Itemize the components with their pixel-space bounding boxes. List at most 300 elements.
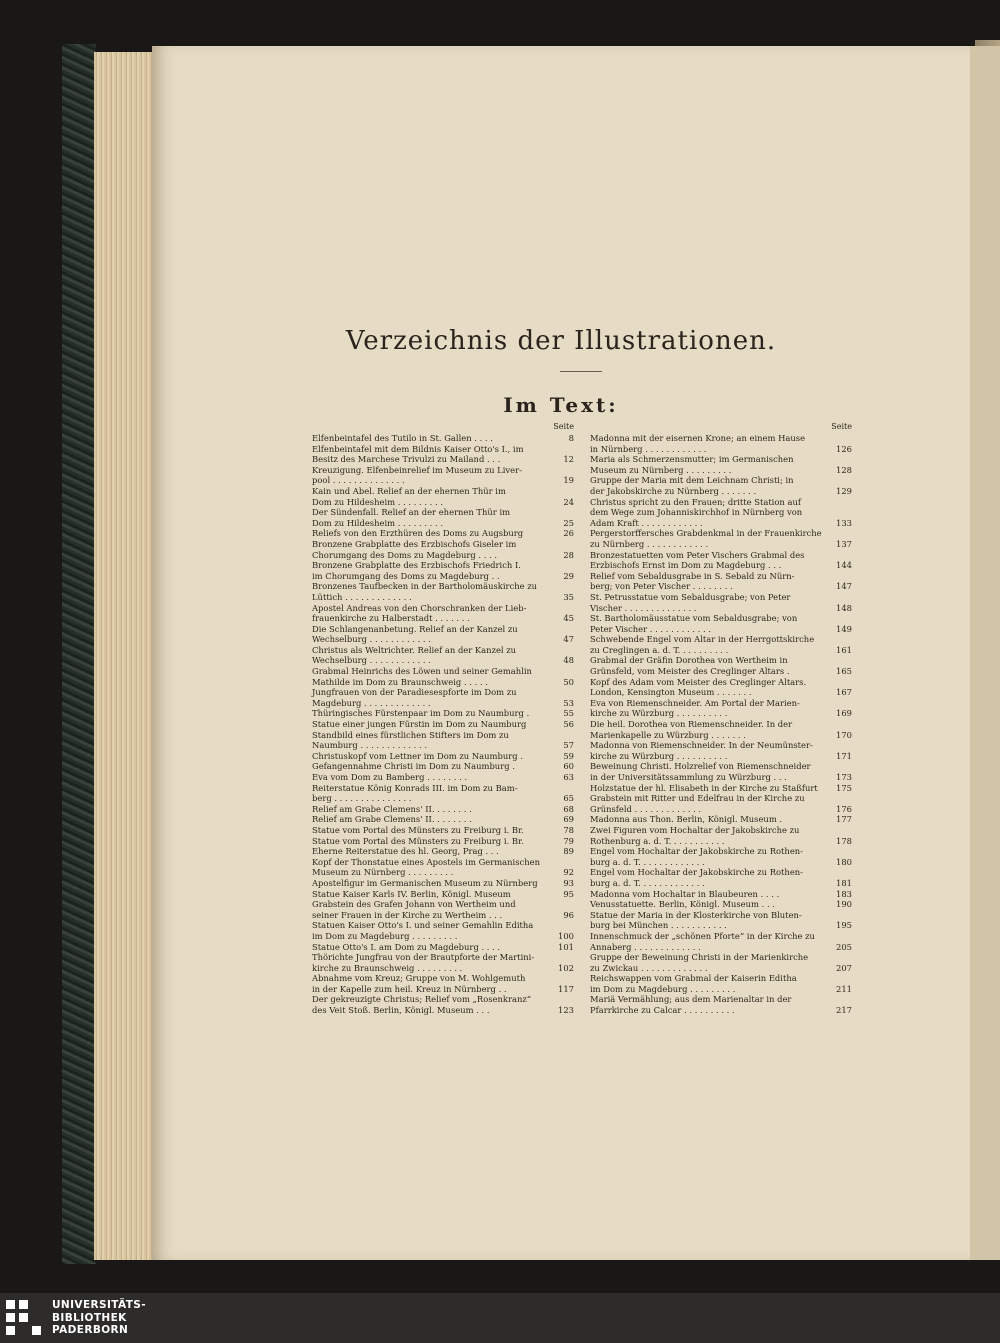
entry-title: Museum zu Nürnberg . . . . . . . . . xyxy=(590,464,732,475)
index-entry xyxy=(312,994,574,1005)
entry-title: Chorumgang des Doms zu Magdeburg . . . . xyxy=(312,549,498,560)
index-entry xyxy=(590,687,852,698)
index-entry xyxy=(590,528,852,539)
entry-title: Reiterstatue König Konrads III. im Dom zu Bam- xyxy=(312,782,518,793)
index-entry xyxy=(590,994,852,1005)
entry-page-number: 161 xyxy=(836,644,852,655)
entry-title: Engel vom Hochaltar der Jakobskirche zu Rothen- xyxy=(590,846,803,857)
entry-title: Elfenbeintafel mit dem Bildnis Kaiser Otto's I., im xyxy=(312,443,524,454)
entry-title: Dom zu Hildesheim . . . . . . . . . xyxy=(312,496,443,507)
entry-title: Dom zu Hildesheim . . . . . . . . . xyxy=(312,517,443,528)
entry-title: Jungfrauen von der Paradiesespforte im Dom zu xyxy=(312,687,517,698)
index-entry xyxy=(590,730,852,741)
entry-title: frauenkirche zu Halberstadt . . . . . . . xyxy=(312,613,470,624)
book-spine xyxy=(62,44,96,1264)
entry-title: Zwei Figuren vom Hochaltar der Jakobskirche zu xyxy=(590,824,800,835)
index-entry xyxy=(312,825,574,836)
entry-page-number: 19 xyxy=(563,475,574,486)
index-entry xyxy=(312,730,574,741)
entry-title: Eherne Reiterstatue des hl. Georg, Prag . . . xyxy=(312,846,499,857)
entry-title: Bronzenes Taufbecken in der Bartholomäuskirche zu xyxy=(312,581,538,592)
entry-title: Standbild eines fürstlichen Stifters im Dom zu xyxy=(312,729,509,740)
index-entry xyxy=(590,433,852,444)
entry-title: Statue vom Portal des Münsters zu Freiburg i. Br. xyxy=(312,824,524,835)
entry-title: Reichswappen vom Grabmal der Kaiserin Editha xyxy=(590,973,797,984)
index-entry xyxy=(590,910,852,921)
index-entry xyxy=(590,613,852,624)
entry-page-number: 171 xyxy=(836,750,852,761)
index-entry xyxy=(590,581,852,592)
entry-page-number: 47 xyxy=(563,634,574,645)
entry-title: Beweinung Christi. Holzrelief von Riemenschneider xyxy=(590,761,811,772)
entry-title: Bronzestatuetten vom Peter Vischers Grabmal des xyxy=(590,549,805,560)
index-entry xyxy=(590,465,852,476)
index-entry xyxy=(590,867,852,878)
entry-title: Thüringisches Fürstenpaar im Dom zu Naumburg . xyxy=(312,708,530,719)
index-entry xyxy=(312,518,574,529)
entry-title: Eva vom Dom zu Bamberg . . . . . . . . xyxy=(312,772,468,782)
index-entry xyxy=(312,889,574,900)
index-entry xyxy=(590,857,852,868)
entry-title: burg a. d. T. . . . . . . . . . . . . xyxy=(590,877,705,888)
entry-title: Statue Kaiser Karls IV. Berlin, Königl. Museum xyxy=(312,888,511,899)
entry-title: Apostelfigur im Germanischen Museum zu Nürnberg xyxy=(312,877,538,888)
entry-title: Gruppe der Maria mit dem Leichnam Christi; in xyxy=(590,475,794,486)
index-entry xyxy=(590,846,852,857)
entry-title: in der Kapelle zum heil. Kreuz in Nürnberg . . xyxy=(312,983,507,994)
index-entry xyxy=(312,539,574,550)
entry-page-number: 12 xyxy=(563,454,574,465)
entry-title: Die Schlangenanbetung. Relief an der Kanzel zu xyxy=(312,623,518,634)
entry-page-number: 56 xyxy=(563,719,574,730)
index-entry xyxy=(312,560,574,571)
entry-page-number: 117 xyxy=(558,983,574,994)
index-entry xyxy=(590,836,852,847)
entry-title: Erzbischofs Ernst im Dom zu Magdeburg . . . xyxy=(590,560,782,571)
entry-page-number: 217 xyxy=(836,1005,852,1016)
page-title: Verzeichnis der Illustrationen. xyxy=(345,326,777,356)
entry-title: Statue vom Portal des Münsters zu Freiburg i. Br. xyxy=(312,835,524,846)
index-entry xyxy=(590,592,852,603)
entry-title: Annaberg . . . . . . . . . . . . . xyxy=(590,941,701,952)
entry-page-number: 95 xyxy=(563,888,574,899)
entry-title: Magdeburg . . . . . . . . . . . . . xyxy=(312,697,431,708)
entry-page-number: 60 xyxy=(563,761,574,772)
index-entry xyxy=(590,719,852,730)
entry-title: Kopf der Thonstatue eines Apostels im Germanischen xyxy=(312,856,540,867)
entry-title: Christus als Weltrichter. Relief an der Kanzel zu xyxy=(312,644,517,655)
entry-title: Der gekreuzigte Christus; Relief vom „Rosenkranz“ xyxy=(312,994,532,1005)
entry-title: im Dom zu Magdeburg . . . . . . . . . xyxy=(312,930,458,941)
index-entry xyxy=(312,581,574,592)
index-entry xyxy=(312,942,574,953)
entry-page-number: 53 xyxy=(563,697,574,708)
entry-title: Mathilde im Dom zu Braunschweig . . . . . xyxy=(312,676,488,687)
index-entry xyxy=(312,984,574,995)
entry-page-number: 144 xyxy=(836,560,852,571)
entry-title: Eva von Riemenschneider. Am Portal der Marien- xyxy=(590,697,800,708)
index-entry xyxy=(590,571,852,582)
index-entry xyxy=(312,793,574,804)
entry-title: Besitz des Marchese Trivulzi zu Mailand . . . xyxy=(312,454,501,465)
entry-title: Wechselburg . . . . . . . . . . . . xyxy=(312,655,431,666)
index-entry xyxy=(312,550,574,561)
entry-page-number: 26 xyxy=(563,528,574,539)
index-entry xyxy=(590,931,852,942)
index-entry xyxy=(312,528,574,539)
index-entry xyxy=(312,857,574,868)
entry-page-number: 169 xyxy=(836,708,852,719)
index-entry xyxy=(590,973,852,984)
entry-page-number: 211 xyxy=(836,983,852,994)
entry-page-number: 78 xyxy=(563,824,574,835)
entry-title: Madonna von Riemenschneider. In der Neumünster- xyxy=(590,740,813,751)
entry-title: Thörichte Jungfrau von der Brautpforte der Martini- xyxy=(312,952,535,963)
entry-page-number: 101 xyxy=(558,941,574,952)
index-entry xyxy=(590,899,852,910)
entry-page-number: 180 xyxy=(836,856,852,867)
page-col-header: Seite xyxy=(553,422,574,431)
index-entry xyxy=(590,751,852,762)
entry-title: berg; von Peter Vischer . . . . . . . . xyxy=(590,581,733,592)
entry-title: zu Zwickau . . . . . . . . . . . . . xyxy=(590,962,708,973)
index-entry xyxy=(590,825,852,836)
entry-page-number: 100 xyxy=(558,930,574,941)
index-entry xyxy=(312,931,574,942)
entry-title: Statue Otto's I. am Dom zu Magdeburg . . . . xyxy=(312,941,501,952)
index-entry xyxy=(312,454,574,465)
entry-page-number: 175 xyxy=(836,782,852,793)
entry-title: Statuen Kaiser Otto's I. und seiner Gemahlin Editha xyxy=(312,920,534,931)
entry-title: des Veit Stoß. Berlin, Königl. Museum . . . xyxy=(312,1005,490,1016)
index-entry xyxy=(312,613,574,624)
entry-page-number: 55 xyxy=(563,708,574,719)
entry-title: Grünsfeld, vom Meister des Creglinger Altars . xyxy=(590,666,790,677)
index-entry xyxy=(590,486,852,497)
entry-page-number: 102 xyxy=(558,962,574,973)
entry-page-number: 24 xyxy=(563,496,574,507)
entry-title: Gruppe der Beweinung Christi in der Marienkirche xyxy=(590,952,809,963)
library-name-line3: PADERBORN xyxy=(52,1324,129,1336)
index-entry xyxy=(590,518,852,529)
index-entry xyxy=(590,560,852,571)
index-entry xyxy=(590,804,852,815)
entry-page-number: 93 xyxy=(563,877,574,888)
entry-title: Lüttich . . . . . . . . . . . . . xyxy=(312,591,412,602)
index-entry xyxy=(312,497,574,508)
entry-page-number: 45 xyxy=(563,613,574,624)
index-entry xyxy=(590,783,852,794)
entry-title: Peter Vischer . . . . . . . . . . . . xyxy=(590,623,712,634)
entry-title: Vischer . . . . . . . . . . . . . . xyxy=(590,602,697,613)
entry-page-number: 190 xyxy=(836,899,852,910)
index-entry xyxy=(590,666,852,677)
entry-title: Reliefs von den Erzthüren des Doms zu Augsburg xyxy=(312,528,524,539)
entry-title: Elfenbeintafel des Tutilo in St. Gallen . . . . xyxy=(312,433,493,443)
index-entry xyxy=(312,973,574,984)
entry-title: Statue einer jungen Fürstin im Dom zu Naumburg xyxy=(312,719,527,730)
index-entry xyxy=(312,698,574,709)
index-entry xyxy=(312,952,574,963)
index-entry xyxy=(312,571,574,582)
entry-title: Museum zu Nürnberg . . . . . . . . . xyxy=(312,867,454,878)
entry-page-number: 35 xyxy=(563,591,574,602)
entry-title: Venusstatuette. Berlin, Königl. Museum . . . xyxy=(590,899,775,910)
entry-title: pool . . . . . . . . . . . . . . xyxy=(312,475,405,486)
entry-page-number: 183 xyxy=(836,888,852,899)
entry-title: Christuskopf vom Lettner im Dom zu Naumburg . xyxy=(312,750,523,761)
right-index-column xyxy=(590,422,852,1016)
entry-page-number: 170 xyxy=(836,729,852,740)
index-entry xyxy=(590,889,852,900)
entry-title: Grabmal Heinrichs des Löwen und seiner Gemahlin xyxy=(312,666,532,677)
entry-page-number: 173 xyxy=(836,772,852,782)
entry-page-number: 195 xyxy=(836,920,852,931)
entry-title: Statue der Maria in der Klosterkirche von Bluten- xyxy=(590,909,802,920)
index-entry xyxy=(590,539,852,550)
entry-title: Marienkapelle zu Würzburg . . . . . . . xyxy=(590,729,746,740)
entry-page-number: 48 xyxy=(563,655,574,666)
entry-page-number: 129 xyxy=(836,485,852,496)
index-entry xyxy=(312,751,574,762)
index-entry xyxy=(590,698,852,709)
index-entry xyxy=(312,624,574,635)
entry-page-number: 69 xyxy=(563,814,574,825)
entry-title: Relief am Grabe Clemens' II. . . . . . . . xyxy=(312,803,472,814)
entry-page-number: 8 xyxy=(568,433,574,443)
entry-title: zu Creglingen a. d. T. . . . . . . . . . xyxy=(590,644,729,655)
entry-title: Die heil. Dorothea von Riemenschneider. In der xyxy=(590,719,793,730)
entry-title: Kain und Abel. Relief an der ehernen Thür im xyxy=(312,485,506,496)
entry-title: St. Petrusstatue vom Sebaldusgrabe; von Peter xyxy=(590,591,791,602)
entry-title: Naumburg . . . . . . . . . . . . . xyxy=(312,740,427,751)
entry-page-number: 133 xyxy=(836,517,852,528)
entry-title: Madonna vom Hochaltar in Blaubeuren . . . . xyxy=(590,888,780,899)
index-entry xyxy=(590,814,852,825)
library-footer xyxy=(0,1293,1000,1343)
entry-page-number: 79 xyxy=(563,835,574,846)
entry-page-number: 89 xyxy=(563,846,574,857)
entry-title: Bronzene Grabplatte des Erzbischofs Friedrich I. xyxy=(312,560,521,571)
title-divider xyxy=(560,371,602,372)
index-entry xyxy=(590,634,852,645)
index-entry xyxy=(590,444,852,455)
index-entry xyxy=(312,655,574,666)
entry-title: Mariä Vermählung; aus dem Marienaltar in der xyxy=(590,994,792,1005)
index-entry xyxy=(312,677,574,688)
index-entry xyxy=(312,666,574,677)
index-entry xyxy=(312,814,574,825)
index-entry xyxy=(312,1005,574,1016)
index-entry xyxy=(590,655,852,666)
entry-page-number: 25 xyxy=(563,517,574,528)
section-subtitle: Im Text: xyxy=(503,393,619,417)
entry-title: im Dom zu Magdeburg . . . . . . . . . xyxy=(590,983,736,994)
entry-page-number: 29 xyxy=(563,570,574,581)
entry-title: Grabmal der Gräfin Dorothea von Wertheim in xyxy=(590,655,788,666)
entry-title: Relief am Grabe Clemens' II. . . . . . . . xyxy=(312,814,472,825)
index-entry xyxy=(590,624,852,635)
entry-title: seiner Frauen in der Kirche zu Wertheim . . . xyxy=(312,909,503,920)
index-entry xyxy=(590,772,852,783)
entry-title: zu Nürnberg . . . . . . . . . . . . xyxy=(590,538,709,549)
index-entry xyxy=(312,475,574,486)
entry-page-number: 96 xyxy=(563,909,574,920)
library-name[interactable] xyxy=(52,1299,146,1337)
index-entry xyxy=(590,878,852,889)
entry-title: Gefangennahme Christi im Dom zu Naumburg . xyxy=(312,761,515,772)
index-entry xyxy=(312,687,574,698)
entry-title: Kopf des Adam vom Meister des Creglinger Altars. xyxy=(590,676,807,687)
entry-title: kirche zu Würzburg . . . . . . . . . . xyxy=(590,750,728,761)
page-col-header: Seite xyxy=(831,422,852,431)
entry-title: Pergerstorffersches Grabdenkmal in der Frauenkirche xyxy=(590,528,822,539)
index-entry xyxy=(312,804,574,815)
index-entry xyxy=(590,475,852,486)
index-entry xyxy=(312,603,574,614)
index-entry xyxy=(312,592,574,603)
entry-page-number: 59 xyxy=(563,750,574,761)
entry-page-number: 137 xyxy=(836,538,852,549)
index-entry xyxy=(590,708,852,719)
entry-page-number: 65 xyxy=(563,793,574,804)
index-entry xyxy=(312,486,574,497)
entry-page-number: 176 xyxy=(836,803,852,814)
index-entry xyxy=(312,719,574,730)
entry-page-number: 126 xyxy=(836,443,852,454)
entry-title: Holzstatue der hl. Elisabeth in der Kirche zu Staßfurt xyxy=(590,782,818,793)
index-entry xyxy=(590,677,852,688)
entry-title: burg a. d. T. . . . . . . . . . . . . xyxy=(590,856,705,867)
entry-page-number: 167 xyxy=(836,687,852,698)
index-entry xyxy=(312,507,574,518)
entry-title: dem Wege zum Johanniskirchhof in Nürnberg von xyxy=(590,507,803,518)
entry-title: Grabstein mit Ritter und Edelfrau in der Kirche zu xyxy=(590,793,805,804)
entry-page-number: 50 xyxy=(563,676,574,687)
index-entry xyxy=(312,846,574,857)
entry-title: Christus spricht zu den Frauen; dritte Station auf xyxy=(590,496,801,507)
entry-page-number: 68 xyxy=(563,803,574,814)
entry-page-number: 148 xyxy=(836,602,852,613)
index-entry xyxy=(312,465,574,476)
grid-logo-icon xyxy=(6,1300,42,1336)
index-entry xyxy=(312,878,574,889)
index-entry xyxy=(590,740,852,751)
entry-title: Der Sündenfall. Relief an der ehernen Thür im xyxy=(312,507,511,518)
entry-page-number: 207 xyxy=(836,962,852,973)
entry-page-number: 63 xyxy=(563,772,574,782)
entry-page-number: 181 xyxy=(836,877,852,888)
entry-title: burg bei München . . . . . . . . . . . xyxy=(590,920,727,931)
facing-page-edge xyxy=(970,46,1000,1260)
index-entry xyxy=(590,645,852,656)
index-entry xyxy=(312,708,574,719)
entry-title: im Chorumgang des Doms zu Magdeburg . . xyxy=(312,570,500,581)
left-index-column xyxy=(312,422,574,1016)
index-entry xyxy=(312,444,574,455)
entry-title: in der Universitätssammlung zu Würzburg . . . xyxy=(590,772,787,782)
entry-page-number: 165 xyxy=(836,666,852,677)
entry-title: Grünsfeld . . . . . . . . . . . . . xyxy=(590,803,702,814)
index-entry xyxy=(312,772,574,783)
entry-title: London, Kensington Museum . . . . . . . xyxy=(590,687,752,698)
entry-title: Abnahme vom Kreuz; Gruppe von M. Wohlgemuth xyxy=(312,973,526,984)
entry-title: kirche zu Braunschweig . . . . . . . . . xyxy=(312,962,463,973)
entry-page-number: 123 xyxy=(558,1005,574,1016)
index-entry xyxy=(312,836,574,847)
entry-page-number: 28 xyxy=(563,549,574,560)
index-entry xyxy=(312,433,574,444)
index-entry xyxy=(590,920,852,931)
entry-title: berg . . . . . . . . . . . . . . . xyxy=(312,793,412,804)
index-entry xyxy=(590,984,852,995)
entry-title: St. Bartholomäusstatue vom Sebaldusgrabe; von xyxy=(590,613,798,624)
entry-page-number: 92 xyxy=(563,867,574,878)
index-entry xyxy=(590,454,852,465)
index-entry xyxy=(590,761,852,772)
index-entry xyxy=(590,1005,852,1016)
entry-title: Grabstein des Grafen Johann von Wertheim und xyxy=(312,899,516,910)
index-entry xyxy=(590,497,852,508)
index-entry xyxy=(312,740,574,751)
index-entry xyxy=(590,942,852,953)
index-entry xyxy=(590,603,852,614)
index-entry xyxy=(312,963,574,974)
index-entry xyxy=(312,899,574,910)
entry-page-number: 128 xyxy=(836,464,852,475)
index-entry xyxy=(590,963,852,974)
entry-title: Madonna mit der eisernen Krone; an einem Hause xyxy=(590,433,806,443)
index-entry xyxy=(312,761,574,772)
entry-page-number: 147 xyxy=(836,581,852,592)
entry-title: Rothenburg a. d. T. . . . . . . . . . . xyxy=(590,835,725,846)
page-stack-edge xyxy=(94,52,156,1260)
index-entry xyxy=(590,793,852,804)
index-entry xyxy=(590,952,852,963)
index-entry xyxy=(312,910,574,921)
entry-page-number: 178 xyxy=(836,835,852,846)
entry-title: Apostel Andreas von den Chorschranken der Lieb- xyxy=(312,602,527,613)
entry-title: der Jakobskirche zu Nürnberg . . . . . . . xyxy=(590,485,757,496)
entry-title: Innenschmuck der „schönen Pforte“ in der Kirche zu xyxy=(590,930,815,941)
entry-title: Schwebende Engel vom Altar in der Herrgottskirche xyxy=(590,634,815,645)
entry-page-number: 205 xyxy=(836,941,852,952)
entry-title: Kreuzigung. Elfenbeinrelief im Museum zu Liver- xyxy=(312,464,522,475)
index-entry xyxy=(312,645,574,656)
index-entry xyxy=(312,867,574,878)
index-entry xyxy=(312,634,574,645)
entry-page-number: 177 xyxy=(836,814,852,825)
entry-page-number: 57 xyxy=(563,740,574,751)
index-entry xyxy=(590,550,852,561)
index-entry xyxy=(312,920,574,931)
library-name-line1: UNIVERSITÄTS- xyxy=(52,1299,147,1311)
entry-title: Maria als Schmerzensmutter; im Germanischen xyxy=(590,454,794,465)
entry-title: Wechselburg . . . . . . . . . . . . xyxy=(312,634,431,645)
index-entry xyxy=(312,783,574,794)
library-name-line2: BIBLIOTHEK xyxy=(52,1311,127,1324)
entry-title: Relief vom Sebaldusgrabe in S. Sebald zu Nürn- xyxy=(590,570,795,581)
entry-title: Pfarrkirche zu Calcar . . . . . . . . . . xyxy=(590,1005,735,1016)
entry-title: kirche zu Würzburg . . . . . . . . . . xyxy=(590,708,728,719)
entry-title: Engel vom Hochaltar der Jakobskirche zu Rothen- xyxy=(590,867,803,878)
entry-title: Adam Kraft . . . . . . . . . . . . xyxy=(590,517,703,528)
entry-title: in Nürnberg . . . . . . . . . . . . xyxy=(590,443,707,454)
index-entry xyxy=(590,507,852,518)
entry-page-number: 149 xyxy=(836,623,852,634)
entry-title: Madonna aus Thon. Berlin, Königl. Museum . xyxy=(590,814,783,825)
entry-title: Bronzene Grabplatte des Erzbischofs Giseler im xyxy=(312,538,517,549)
